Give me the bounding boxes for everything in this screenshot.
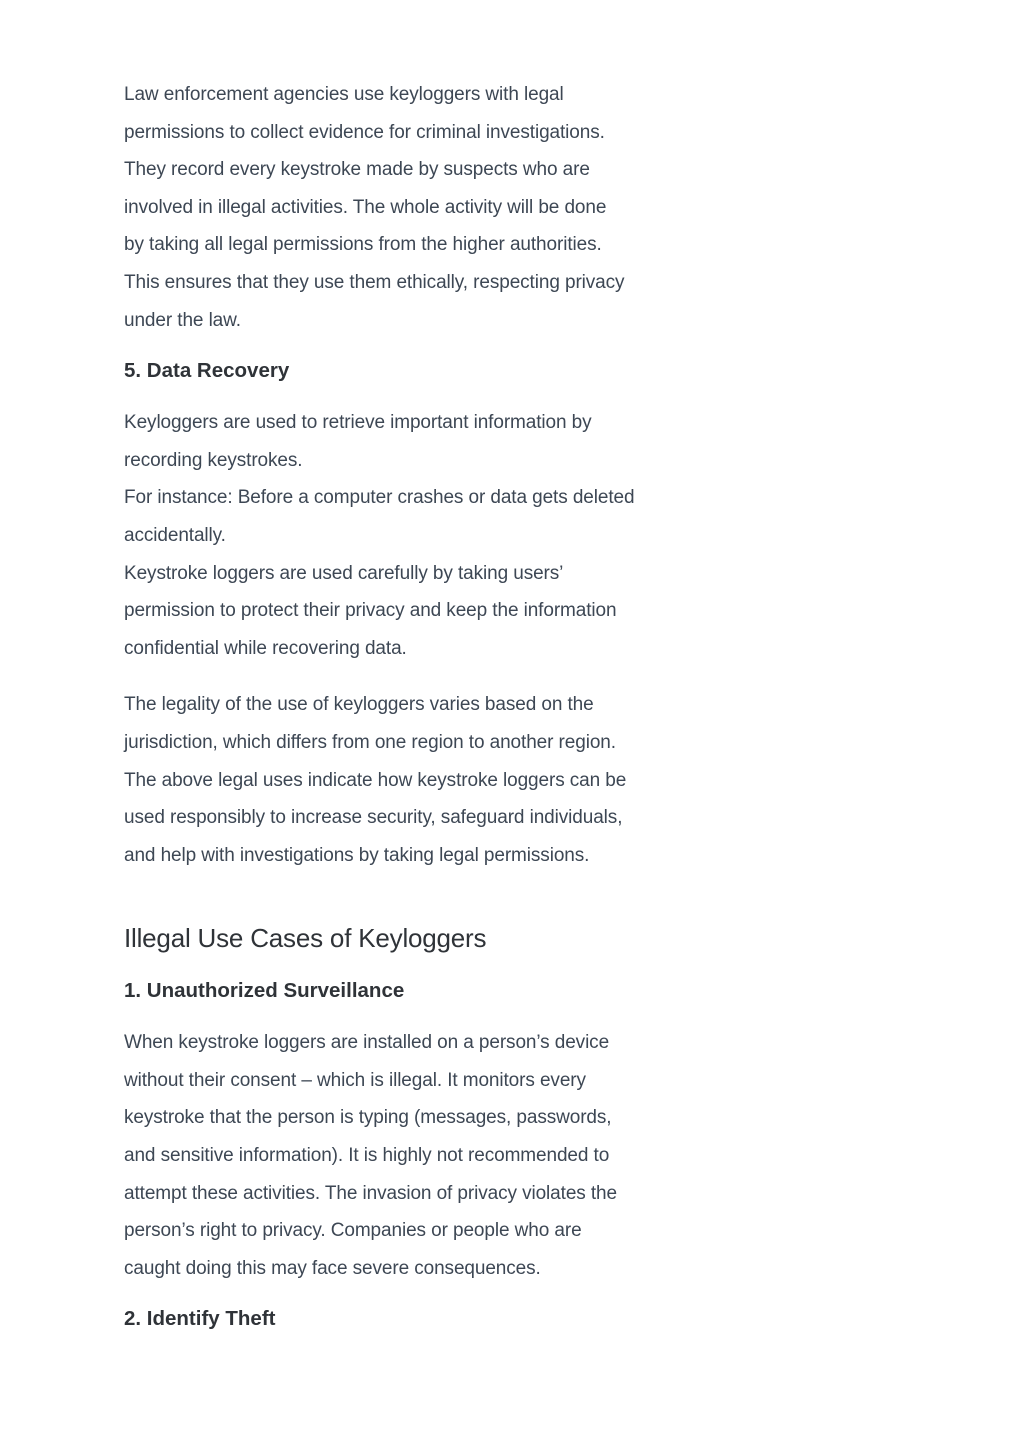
paragraph-line: and sensitive information). It is highly not recommended to xyxy=(124,1145,610,1167)
paragraph-line: permission to protect their privacy and keep the information xyxy=(124,600,617,622)
paragraph-line: by taking all legal permissions from the higher authorities. xyxy=(124,234,602,256)
paragraph-line: The legality of the use of keyloggers varies based on the xyxy=(124,694,594,716)
paragraph-line: without their consent – which is illegal. It monitors every xyxy=(124,1069,586,1091)
paragraph-line: They record every keystroke made by suspects who are xyxy=(124,159,590,181)
article xyxy=(124,76,664,1334)
paragraph-line: permissions to collect evidence for criminal investigations. xyxy=(124,121,605,143)
data-recovery-heading: 5. Data Recovery xyxy=(124,359,290,383)
identity-theft-heading: 2. Identify Theft xyxy=(124,1307,276,1331)
paragraph-line: The above legal uses indicate how keystroke loggers can be xyxy=(124,769,627,791)
paragraph-line: This ensures that they use them ethically, respecting privacy xyxy=(124,271,625,293)
paragraph-line: attempt these activities. The invasion of privacy violates the xyxy=(124,1182,617,1204)
paragraph-line: and help with investigations by taking legal permissions. xyxy=(124,844,590,866)
paragraph-line: Keystroke loggers are used carefully by taking users’ xyxy=(124,562,564,584)
paragraph-line: Law enforcement agencies use keyloggers with legal xyxy=(124,84,564,105)
paragraph-line: person’s right to privacy. Companies or people who are xyxy=(124,1220,582,1242)
paragraph-line: recording keystrokes. xyxy=(124,449,303,471)
unauthorized-surveillance-heading: 1. Unauthorized Surveillance xyxy=(124,979,405,1003)
paragraph-line: accidentally. xyxy=(124,524,226,546)
paragraph-line: under the law. xyxy=(124,309,241,331)
paragraph-line: caught doing this may face severe consequences. xyxy=(124,1257,541,1279)
data-recovery-paragraph xyxy=(124,404,664,667)
paragraph-line: When keystroke loggers are installed on a person’s device xyxy=(124,1032,610,1054)
paragraph-line: used responsibly to increase security, safeguard individuals, xyxy=(124,807,623,829)
paragraph-line: involved in illegal activities. The whole activity will be done xyxy=(124,196,607,218)
legality-paragraph xyxy=(124,686,664,874)
illegal-use-cases-heading: Illegal Use Cases of Keyloggers xyxy=(124,923,487,954)
paragraph-line: Keyloggers are used to retrieve important information by xyxy=(124,412,592,434)
paragraph-line: keystroke that the person is typing (messages, passwords, xyxy=(124,1107,612,1129)
paragraph-line: For instance: Before a computer crashes or data gets deleted xyxy=(124,487,635,509)
intro-paragraph xyxy=(124,76,664,339)
paragraph-line: confidential while recovering data. xyxy=(124,637,407,659)
paragraph-line: jurisdiction, which differs from one region to another region. xyxy=(124,731,616,753)
unauthorized-surveillance-paragraph xyxy=(124,1024,664,1287)
